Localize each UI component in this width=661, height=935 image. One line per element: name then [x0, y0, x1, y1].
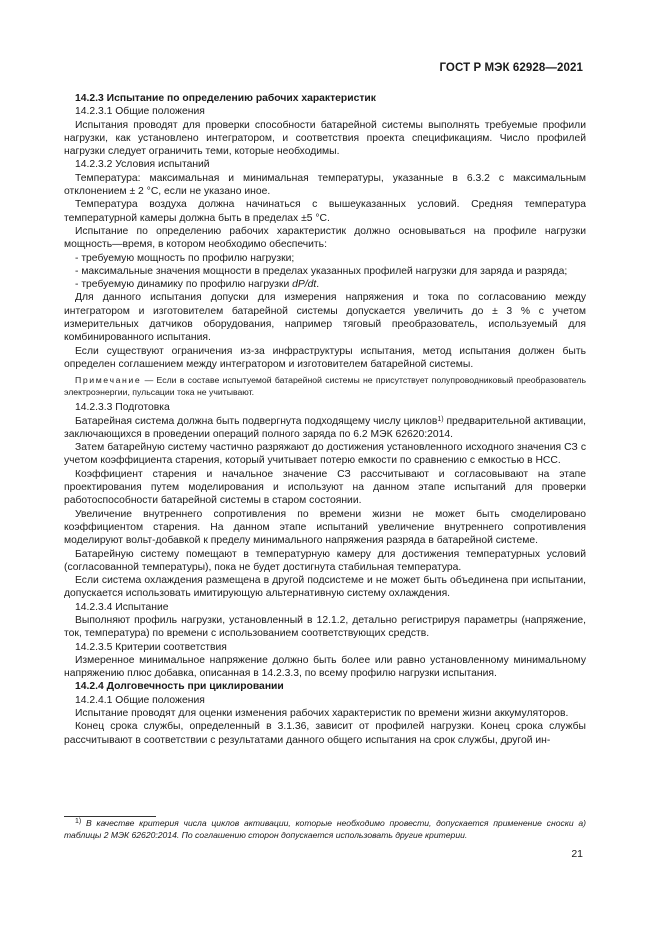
- paragraph: Батарейную систему помещают в температурную камеру для достижения температурных условий (согласованной температуры), пока не будет достигнута стабильная температура.: [64, 548, 586, 573]
- section-heading-14-2-3: 14.2.3 Испытание по определению рабочих характеристик: [75, 93, 376, 104]
- subsection-heading-14-2-3-1: 14.2.3.1 Общие положения: [75, 106, 205, 118]
- paragraph: Затем батарейную систему частично разряжают до достижения установленного исходного значения СЗ с учетом коэффициента старения, который учитывает потерю емкости по сравнению с емкостью в НСС.: [64, 442, 586, 467]
- main-text: [64, 92, 586, 747]
- footnote-marker: 1): [75, 818, 82, 825]
- list-item: - требуемую мощность по профилю нагрузки;: [75, 252, 295, 264]
- footnote-text: В качестве критерия числа циклов активации, которые необходимо провести, допускается применение сноски а) таблицы 2 МЭК 62620:2014. По соглашению сторон допускается использовать другие критерии.: [64, 818, 586, 840]
- paragraph: Коэффициент старения и начальное значение СЗ рассчитывают и согласовывают на этапе проектирования путем моделирования и используют на данном этапе испытаний для проверки работоспособности батарейной системы в старом состоянии.: [64, 468, 586, 507]
- paragraph: Температура воздуха должна начинаться с вышеуказанных условий. Средняя температура температурной камеры должна быть в пределах ±5 °С.: [64, 199, 586, 224]
- paragraph: Для данного испытания допуски для измерения напряжения и тока по согласованию между интегратором и изготовителем батарейной системы допускается увеличить до ± 3 % с учетом измерительных датчиков оборудования, например тяговый преобразователь, используемый для комбинированного испытания.: [64, 292, 586, 344]
- paragraph: Выполняют профиль нагрузки, установленный в 12.1.2, детально регистрируя параметры (напряжение, ток, температура) по времени с использованием соответствующих средств.: [64, 614, 586, 640]
- page-number: 21: [571, 848, 583, 860]
- paragraph: Испытание проводят для оценки изменения рабочих характеристик по времени жизни аккумуляторов.: [75, 708, 569, 720]
- subsection-heading-14-2-3-5: 14.2.3.5 Критерии соответствия: [75, 641, 227, 653]
- subsection-heading-14-2-3-3: 14.2.3.3 Подготовка: [75, 402, 170, 414]
- paragraph-text: предварительной активации, заключающихся в проведении операций полного заряда по 6.2 МЭК 62620:2014.: [64, 415, 586, 440]
- paragraph-text: Батарейная система должна быть подвергнута подходящему числу циклов: [75, 415, 438, 427]
- footnote-ref[interactable]: 1): [437, 415, 444, 423]
- footnote: [64, 818, 586, 842]
- subsection-heading-14-2-3-4: 14.2.3.4 Испытание: [75, 601, 169, 613]
- list-item-end: .: [316, 279, 320, 291]
- note-text: — Если в составе испытуемой батарейной системы не присутствует полупроводниковый преобразователь электроэнергии, пульсации тока не учитывают.: [64, 375, 586, 397]
- formula: dP/dt: [292, 279, 317, 291]
- list-item-text: - требуемую динамику по профилю нагрузки: [75, 279, 293, 291]
- subsection-heading-14-2-3-2: 14.2.3.2 Условия испытаний: [75, 159, 210, 171]
- paragraph: Измеренное минимальное напряжение должно быть более или равно установленному минимальному напряжению плюс добавка, описанная в 14.2.3.3, по всему профилю нагрузки испытания.: [64, 654, 586, 680]
- list-item: [64, 278, 586, 291]
- standard-id-header: ГОСТ Р МЭК 62928—2021: [439, 62, 583, 74]
- paragraph: Если система охлаждения размещена в другой подсистеме и не может быть объединена при испытании, допускается использовать имитирующую альтернативную систему охлаждения.: [64, 575, 586, 600]
- note: [64, 375, 586, 398]
- paragraph: Если существуют ограничения из-за инфраструктуры испытания, метод испытания должен быть определен соглашением между интегратором и изготовителем батарейной системы.: [64, 345, 586, 370]
- paragraph: [64, 415, 586, 442]
- paragraph: Увеличение внутреннего сопротивления по времени жизни не может быть смоделировано коэффициентом старения. На данном этапе испытаний увеличение внутреннего сопротивления моделируют вольт-добавкой к пределу минимального напряжения разряда в батарейной системе.: [64, 508, 586, 547]
- paragraph: Испытания проводят для проверки способности батарейной системы выполнять требуемые профили нагрузки, как установлено интегратором, и соответствия проекта спецификациям. Число профилей нагрузки следует ограничить теми, которые необходимы.: [64, 119, 586, 158]
- note-label: Примечание: [75, 375, 142, 386]
- list-item: - максимальные значения мощности в пределах указанных профилей нагрузки для заряда и разряда;: [75, 265, 568, 277]
- footnote-divider: [64, 816, 156, 817]
- paragraph: Испытание по определению рабочих характеристик должно основываться на профиле нагрузки мощность—время, в котором необходимо обеспечить:: [64, 225, 586, 251]
- section-heading-14-2-4: 14.2.4 Долговечность при циклировании: [75, 681, 284, 693]
- paragraph: Температура: максимальная и минимальная температуры, указанные в 6.3.2 с максимальным отклонением ± 2 °С, если не указано иное.: [64, 172, 586, 198]
- subsection-heading-14-2-4-1: 14.2.4.1 Общие положения: [75, 694, 205, 706]
- paragraph: Конец срока службы, определенный в 3.1.36, зависит от профилей нагрузки. Конец срока службы рассчитывают в соответствии с результатами данного общего испытания на срок службы, другой ин-: [64, 721, 586, 746]
